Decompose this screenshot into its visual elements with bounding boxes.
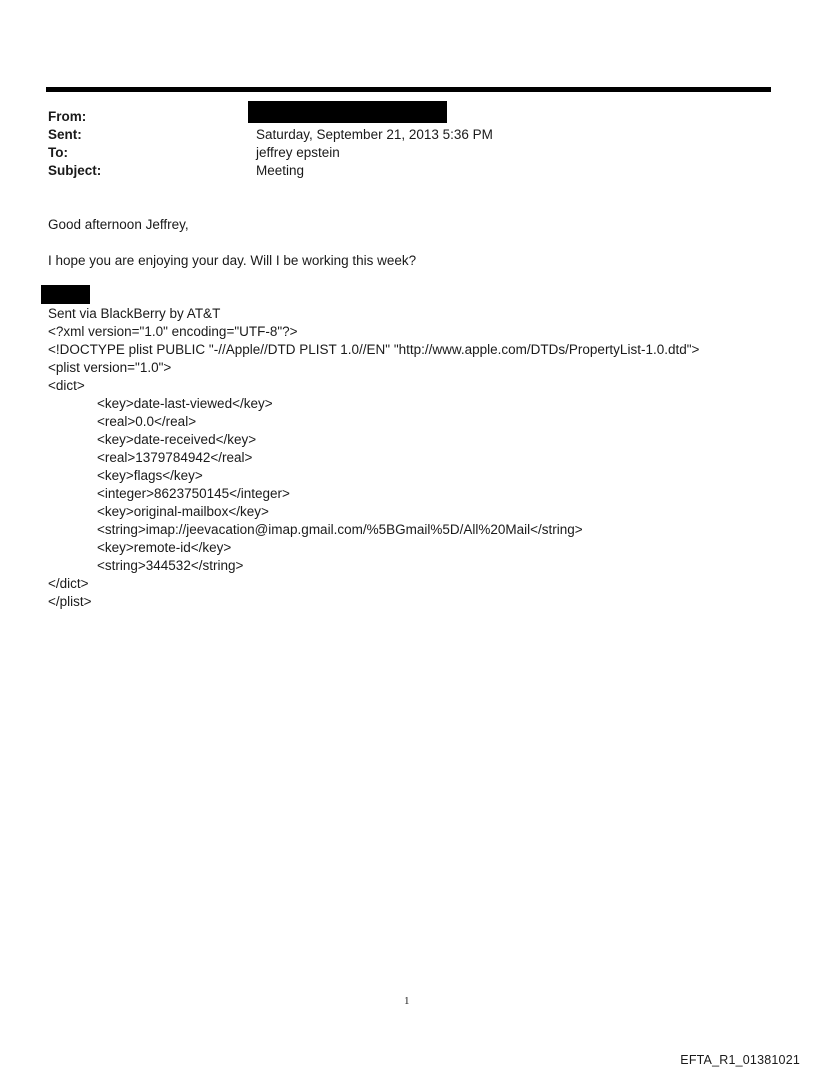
plist-entry: <real>1379784942</real>	[97, 450, 253, 465]
subject-label: Subject:	[48, 163, 102, 178]
to-row	[48, 144, 748, 162]
sent-row	[48, 126, 748, 144]
plist-entry: <string>imap://jeevacation@imap.gmail.com/%5BGmail%5D/All%20Mail</string>	[97, 522, 583, 537]
plist-entry: <real>0.0</real>	[97, 414, 197, 429]
plist-entry: <integer>8623750145</integer>	[97, 486, 290, 501]
subject-value: Meeting	[256, 163, 305, 178]
greeting-text: Good afternoon Jeffrey,	[48, 217, 189, 232]
plist-block	[48, 305, 699, 611]
plist-entry: <key>date-last-viewed</key>	[97, 396, 273, 411]
dict-close-tag: </dict>	[48, 576, 89, 591]
doctype-line: <!DOCTYPE plist PUBLIC "-//Apple//DTD PLIST 1.0//EN" "http://www.apple.com/DTDs/PropertyList-1.0.dtd">	[48, 342, 700, 357]
redaction-box-sender	[248, 101, 447, 123]
page-number: 1	[404, 995, 410, 1007]
dict-open-tag: <dict>	[48, 378, 85, 393]
plist-entry: <key>original-mailbox</key>	[97, 504, 269, 519]
plist-entry: <key>flags</key>	[97, 468, 203, 483]
signature-line: Sent via BlackBerry by AT&T	[48, 306, 221, 321]
sent-label: Sent:	[48, 127, 82, 142]
plist-close-tag: </plist>	[48, 594, 92, 609]
message-text: I hope you are enjoying your day. Will I be working this week?	[48, 253, 417, 268]
bates-number: EFTA_R1_01381021	[680, 1053, 800, 1067]
plist-entry: <string>344532</string>	[97, 558, 244, 573]
sent-value: Saturday, September 21, 2013 5:36 PM	[256, 127, 493, 142]
header-divider	[46, 87, 771, 92]
from-label: From:	[48, 109, 87, 124]
plist-entry: <key>remote-id</key>	[97, 540, 232, 555]
to-label: To:	[48, 145, 68, 160]
plist-entry: <key>date-received</key>	[97, 432, 257, 447]
xml-declaration: <?xml version="1.0" encoding="UTF-8"?>	[48, 324, 298, 339]
subject-row	[48, 162, 748, 180]
to-value: jeffrey epstein	[256, 145, 340, 160]
plist-open-tag: <plist version="1.0">	[48, 360, 172, 375]
redaction-box-signature	[41, 285, 90, 304]
